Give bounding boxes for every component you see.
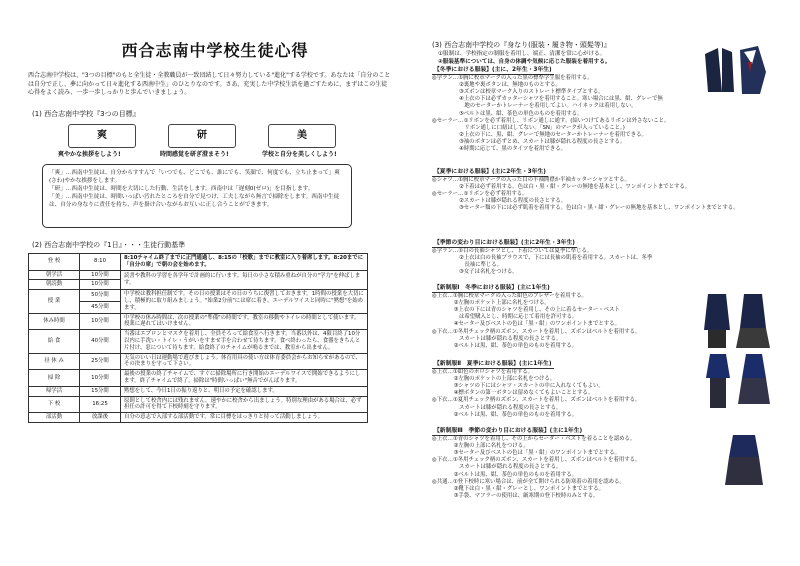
block-line: ②ベルトは黒、紺、茶色の単色のものを着用する。	[432, 342, 577, 349]
table-row	[29, 396, 368, 413]
row-name: 朝読動	[29, 280, 80, 290]
goal-box-3: 美	[268, 124, 336, 148]
row-time: 15分間	[80, 386, 121, 396]
row-time: 10分間	[80, 370, 121, 387]
block-line: ◎下衣…①夏用チェック柄のズボン、スカートを着用し、ズボンはベルトを着用する。	[432, 397, 641, 404]
block-line: リボン通しに口紐はしてない。「SN」のマークが入っていること。)	[432, 124, 625, 131]
row-name: 帰学活	[29, 386, 80, 396]
block-line: ◎シャツ…①胸に校章マークの入った白の半袖開襟か半袖カッターシャツとする。	[432, 177, 630, 184]
page-title: 西合志南中学校生徒心得	[121, 41, 309, 60]
row-time: 10分間	[80, 280, 121, 290]
block-line: ◎学ラン…①胸に校章マークの入った黒の標準学生服を着用する。	[432, 75, 593, 82]
row-name: 掃 除	[29, 370, 80, 387]
block-line: ③手袋、マフラーの使用は、厳寒期の登下校時のみとする。	[432, 492, 599, 499]
row-time: 16:25	[80, 396, 121, 413]
row-text: 中学校の休み時間は、次の授業の"準備"の時間です。教室の移動やトイレの時間として使います。授業に遅れてはいけません。	[121, 313, 368, 330]
block-title: 【新制服Ⅰ 冬季における服装】(主に1年生)	[432, 285, 552, 293]
table-row	[29, 353, 368, 370]
row-text: 黙想をして、今日1日の振り返りと、明日の予定を確認します。	[121, 386, 368, 396]
block-transition	[432, 240, 782, 276]
table-row	[29, 330, 368, 353]
goal-label-2: 時間感覚を研ぎ澄まそう!	[160, 151, 229, 158]
polo-illustration	[700, 352, 780, 412]
table-row	[29, 370, 368, 387]
section2-title: (2) 西合志南中学校の『1日』・・・生徒行動基準	[32, 241, 186, 249]
block-line: スカートは膝が隠れる程度の長さとする。	[432, 464, 562, 471]
row-time: 10分間	[80, 313, 121, 330]
block-line: ◎セーラー…①リボンを必ず着用し、リボン通しに通す。(結いつけてあるリボンは外さないこと。	[432, 117, 670, 124]
block-line: ◎共通…①登下校時に寒い場合は、前が全て開けられる防寒着の着用を認める。	[432, 478, 625, 485]
block-line: ③シャツの下にはシャツ・スカートの中に入れなくてもよい。	[432, 383, 604, 390]
block-title: 【新制服Ⅲ 季節の変わり目における服装】(主に1年生)	[432, 428, 584, 436]
block-line: ◎下衣…①冬用チェック柄のズボン、スカートを着用し、ズボンはベルトを着用する。	[432, 457, 641, 464]
block-line: ②ベルトは黒、紺、茶色の単色のものを着用する。	[432, 411, 577, 418]
block-title: 【季節の変わり目における服装】(主に2年生・3年生)	[432, 240, 577, 248]
block-line: 地のセーターかトレーナーを着用してよい。ハイネックは着用しない。	[432, 103, 637, 110]
intro-paragraph: 西合志南中学校は、"3つの目標"のもと全生徒・全教職員が一致団結して日々努力している"進化"する学校です。あなたは「自分のことは自分で正し、夢に向かって日々進化する西南中生」のひとりなのです。さあ、充実した中学校生活を過ごすために、まずはこの生徒心得をよく読み、一歩一歩しっかりと歩んでいきましょう。	[28, 72, 391, 96]
block-line: ②靴下は白・黒・紺・グレーとし、ワンポイントまでとする。	[432, 485, 604, 492]
block-line: ④時期に応じて、黒のタイツを着用できる。	[432, 146, 566, 153]
explain-line-3: 「美」…西南中生徒は、時間いっぱい汚れたところを自分で見つけ、工夫しながら無言で掃除をします。西南中生徒は、自分の身なりに責任を持ち、声を掛け合いながらお互いに正し合うことができます。	[49, 194, 340, 208]
block-line: ②ベルトは黒、紺、茶色の単色のものを着用する。	[432, 471, 577, 478]
row-name: 給 食	[29, 330, 80, 353]
table-row	[29, 386, 368, 396]
block-line: スカートは膝が隠れる程度の長さとする。	[432, 335, 562, 342]
block-line: ③袖のボタンは必ずとめ、スカートは膝が隠れる程度の長さとする。	[432, 138, 626, 145]
row-time: 8:10	[80, 254, 121, 271]
blazer-illustration	[700, 290, 780, 350]
block-line: ④セーター及びベストの色は「黒・紺」のワンポイントまでとする。	[432, 321, 620, 328]
block-line: ②裏地や裏ボタンは、無地のものとする。	[432, 82, 561, 89]
row-text: 天気のいい日は運動場で遊びましょう。体育用具の使い方は体育委員会からお知らせがあるので、その決まりを守って下さい。	[121, 353, 368, 370]
block-title: 【冬季における服装】(主に、2年生・3年生)	[432, 67, 554, 75]
section3-title: (3) 西合志南中学校の『身なり(服装・履き物・頭髪等)』	[432, 41, 611, 49]
explain-line-1: 「爽」…西南中生徒は、自分からすすんで「いつでも、どこでも、誰にでも、笑顔で、何度でも、立ち止まって」爽(さわ)やかな挨拶をします。	[49, 170, 340, 184]
block-line: ◎上衣…①胸に校章マークの入った紺色のブレザーを着用する。	[432, 293, 587, 300]
row-name: 授 業	[29, 290, 80, 313]
block-line: ③セーター及びベストの色は「黒・紺」のワンポイントまでとする。	[432, 450, 620, 457]
row-text: 中学校は教科担任制です。その日の授業はその日のうちに復習しておきます。1時間の授業を大切にし、積極的に取り組みましょう。"始業2分前"には席に着き、エーデルワイスと同時に"黙想"を始めます。	[121, 290, 368, 313]
row-text: 原則として校舎内には残れません。速やかに校舎から出ましょう。特別な理由がある場合は、必ず担任の許可を得て下校時刻を守ります。	[121, 396, 368, 413]
block-line: ②下着は必ず着用する。色は白・黒・紺・グレーの無地を基本とし、ワンポイントまでとする。	[432, 184, 691, 191]
block-line: ⑤ベルトは黒、紺、茶色の単色のものを着用する。	[432, 110, 583, 117]
block-line: 長袖に準じる。	[432, 262, 503, 269]
section3-intro	[438, 51, 708, 66]
row-text: 自分の意志で入部する部活動です。常に目標をはっきりと持って活動しましょう。	[121, 413, 368, 423]
block-line: ②左胸のポケット上部に名札をつける。	[432, 300, 550, 307]
explain-line-2: 「研」…西南中生徒は、時間を大切にした行動、生活をします。西南中は「遅刻0(ゼロ)」を目指します。	[49, 186, 314, 192]
row-time: 25分間	[80, 353, 121, 370]
goal-label-1: 爽やかな挨拶をしよう!	[58, 151, 121, 158]
block-line: ④上衣の下は必ずカッターシャツを着用すること。寒い場合には黒、紺、グレーで無	[432, 96, 663, 103]
row-text: 当番はエプロンとマスクを着用し、全員そろって給食室へ行きます。当番以外は、4限目終了10分以内に手洗い・トイレ・うがいをすませ手を合わせて待ちます。食べ終わったら、食器をきちんと片付け、窓について待ちます。給食終了のチャイムが鳴るまでは、教室から出ません。	[121, 330, 368, 353]
block-title: 【夏季における服装】(主に2年生・3年生)	[432, 169, 548, 177]
table-row	[29, 270, 368, 280]
row-time: 40分間	[80, 330, 121, 353]
block-summer	[432, 169, 782, 213]
row-name: 下 校	[29, 396, 80, 413]
shirt-skirt-illustration	[725, 433, 765, 488]
block-line: ◎セーラー…①リボンを必ず着用する。	[432, 191, 528, 198]
block-line: ③女子は名札をつける。	[432, 269, 518, 276]
block-line: ④標ボタンの第一ボタンは留めなくてもよいこととする。	[432, 390, 594, 397]
block-line: スカートは膝が隠れる程度の長さとする。	[432, 404, 562, 411]
section1-title: (1) 西合志南中学校『3つの目標』	[32, 110, 140, 118]
row-time: 50分間	[80, 290, 121, 302]
row-time: 45分間	[80, 301, 121, 313]
intro-line-2: ②服装基準については、自身の体調や気候に応じた服装を着用する。	[438, 58, 611, 65]
block-line: は希望購入とし、時期に応じて着用を許可する。	[432, 314, 578, 321]
block-line: ②左胸のポケットの上部に名札をつける。	[432, 376, 556, 383]
block-line: ③セーター類の下には必ず肌着を着用する。色は白・黒・紺・グレーの無地を基本とし、ワンポイントまでとする。	[432, 205, 739, 212]
block-line: ③ズボンは校章マーク入りのストレート標準タイプとする。	[432, 89, 604, 96]
block-line: ◎下衣…①冬用チェック柄のズボン、スカートを着用し、ズボンはベルトを着用する。	[432, 328, 641, 335]
row-text: 読書や教科の学習を各学年で計画的に行います。毎日の小さな積み重ねが自分の"学力"を伸ばします。	[121, 270, 368, 290]
schedule-table	[28, 253, 368, 423]
row-name: 朝学活	[29, 270, 80, 280]
row-name: 登 校	[29, 254, 80, 271]
intro-line-1: ①服制は、学校指定の制服を着用し、端正、清潔を常に心がける。	[438, 51, 606, 57]
table-row	[29, 290, 368, 302]
goals-explanation-box	[42, 164, 352, 228]
goal-box-2: 研	[168, 124, 236, 148]
block-line: ③上衣の下には青のシャツを着用し、その上に着るセーター・ベスト	[432, 307, 620, 314]
row-text: 最後の授業の終了チャイムで、すぐに掃除場所に行き開始のエーデルワイスで開始できるようにします。終了チャイムで終了。掃除は"時間いっぱい"無音でがんばります。	[121, 370, 368, 387]
goal-box-1: 爽	[68, 124, 136, 148]
block-title: 【新制服Ⅱ 夏季における服装】(主に1年生)	[432, 361, 554, 369]
block-line: ◎学ラン…①白の長袖シャツとし、下着については夏季に準じる。	[432, 248, 593, 255]
block-line: ◎上衣…①青のシャツを着用し、その上からセーター・ベストを着ることを認める。	[432, 436, 636, 443]
row-name: 休み時間	[29, 313, 80, 330]
table-row	[29, 254, 368, 271]
row-name: 昼 休 み	[29, 353, 80, 370]
block-line: ②上衣は白の長袖ブラウスで、下には長袖の肌着を着用する。スカートは、冬季	[432, 255, 653, 262]
block-line: ②上衣の下に、黒、紺、グレーで無地のセーターかトレーナーを着用できる。	[432, 131, 647, 138]
row-time: 放課後	[80, 413, 121, 423]
block-winter	[432, 67, 782, 153]
block-line: ②左胸の上部に名札をつける。	[432, 443, 529, 450]
goal-label-3: 学校と自分を美しくしよう!	[262, 151, 337, 158]
row-name: 部活動	[29, 413, 80, 423]
row-time: 10分間	[80, 270, 121, 280]
row-text: 8:10チャイム終了までに正門通過し、8:15の「校歌」までに教室に入り着席します。8:20までに「自分の席」で朝の会を始めます。	[121, 254, 368, 271]
block-line: ②スカートは膝が隠れる程度の長さとする。	[432, 198, 567, 205]
table-row	[29, 313, 368, 330]
table-row	[29, 413, 368, 423]
block-line: ◎上衣…①紺色のポロシャツを着用する。	[432, 369, 534, 376]
